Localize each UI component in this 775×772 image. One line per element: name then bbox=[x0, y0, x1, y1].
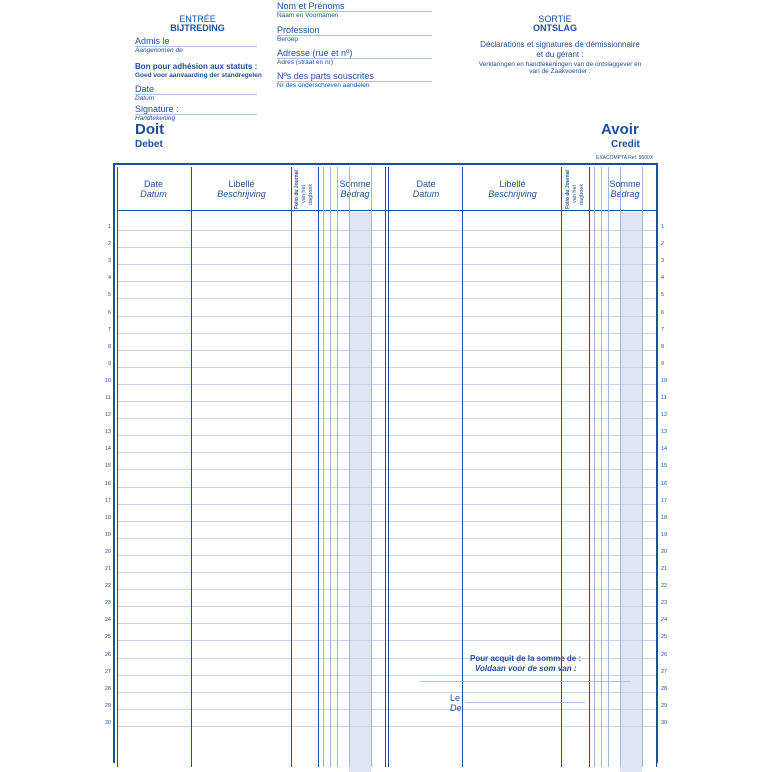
row-number-left: 10 bbox=[104, 377, 111, 384]
col-folio-debit-nl2: dagboek bbox=[308, 183, 314, 205]
col-somme-debit-nl: Bedrag bbox=[340, 189, 370, 199]
admis-label-nl: Aangenomen de bbox=[135, 47, 183, 54]
row-line bbox=[117, 726, 656, 727]
row-number-left: 25 bbox=[104, 634, 111, 641]
column-line bbox=[323, 167, 324, 767]
row-line bbox=[117, 350, 656, 351]
row-line bbox=[117, 640, 656, 641]
nom-label: Nom et Prénoms bbox=[277, 1, 345, 11]
adresse-label-nl: Adres (straat en nr) bbox=[277, 59, 333, 66]
col-folio-credit-nl2: dagboek bbox=[579, 183, 585, 205]
row-line bbox=[117, 401, 656, 402]
debit-shade bbox=[349, 212, 371, 772]
column-line bbox=[608, 167, 609, 767]
de-label: De bbox=[450, 703, 462, 713]
le-line[interactable] bbox=[465, 702, 585, 703]
row-number-left: 6 bbox=[107, 309, 111, 316]
col-libelle-credit-nl: Beschrijving bbox=[488, 189, 537, 199]
reference-label: EXACOMPTA Ref. 9500X bbox=[596, 155, 654, 161]
column-line bbox=[388, 167, 389, 767]
row-number-right: 10 bbox=[661, 377, 668, 384]
col-date-credit: Date bbox=[416, 179, 436, 189]
row-number-left: 28 bbox=[104, 685, 111, 692]
row-number-right: 30 bbox=[661, 719, 668, 726]
entree-title-nl: BIJTREDING bbox=[170, 23, 225, 33]
profession-label-nl: Beroep bbox=[277, 36, 298, 43]
bon-label: Bon pour adhésion aux statuts : bbox=[135, 62, 258, 71]
row-line bbox=[117, 264, 656, 265]
date-label: Date bbox=[135, 84, 155, 94]
adresse-label: Adresse (rue et nº) bbox=[277, 48, 353, 58]
row-number-left: 8 bbox=[107, 343, 111, 350]
col-folio-credit: Folio du Journal bbox=[565, 170, 571, 209]
col-somme-debit: Somme bbox=[339, 179, 371, 189]
row-line bbox=[117, 418, 656, 419]
row-line bbox=[117, 572, 656, 573]
column-line bbox=[462, 167, 463, 767]
row-number-left: 7 bbox=[107, 326, 111, 333]
row-number-right: 12 bbox=[661, 412, 668, 419]
row-number-right: 25 bbox=[661, 634, 668, 641]
row-number-left: 30 bbox=[104, 719, 111, 726]
row-number-left: 29 bbox=[104, 702, 111, 709]
column-line bbox=[589, 167, 590, 767]
row-number-right: 11 bbox=[661, 395, 667, 401]
row-line bbox=[117, 384, 656, 385]
profession-label: Profession bbox=[277, 25, 320, 35]
row-number-left: 2 bbox=[107, 241, 111, 248]
admis-label: Admis le bbox=[135, 36, 170, 46]
parts-label-nl: Nr des onderschreven aandelen bbox=[277, 82, 370, 89]
row-line bbox=[117, 521, 656, 522]
debet-title: Debet bbox=[135, 139, 163, 150]
credit-title: Credit bbox=[611, 139, 640, 150]
column-line bbox=[620, 167, 621, 767]
column-line bbox=[371, 167, 372, 767]
col-somme-credit-nl: Bedrag bbox=[610, 189, 640, 199]
doit-title: Doit bbox=[135, 121, 165, 138]
row-line bbox=[117, 504, 656, 505]
row-number-right: 6 bbox=[661, 309, 665, 316]
parts-label: Nºs des parts souscrites bbox=[277, 71, 374, 81]
row-line bbox=[117, 692, 656, 693]
row-line bbox=[117, 709, 656, 710]
declaration-label-2: et du gérant : bbox=[536, 50, 584, 59]
column-line bbox=[318, 167, 319, 767]
row-number-right: 1 bbox=[661, 224, 665, 230]
row-line bbox=[117, 555, 656, 556]
row-number-right: 19 bbox=[661, 531, 668, 538]
row-number-right: 13 bbox=[661, 429, 668, 436]
row-number-left: 23 bbox=[104, 600, 111, 607]
column-line bbox=[561, 167, 562, 767]
row-number-right: 8 bbox=[661, 343, 665, 350]
entree-title: ENTRÉE bbox=[179, 14, 216, 24]
row-line bbox=[117, 487, 656, 488]
col-folio-debit: Folio du Journal bbox=[294, 170, 300, 209]
col-folio-debit-nl1: van het bbox=[301, 184, 307, 203]
declaration-label-nl: Verklaringen en handtekeningen van de ontslaggever en bbox=[478, 61, 642, 68]
row-number-left: 24 bbox=[104, 617, 111, 624]
row-line bbox=[117, 247, 656, 248]
row-number-right: 18 bbox=[661, 514, 668, 521]
column-line bbox=[385, 167, 386, 767]
row-number-left: 21 bbox=[104, 566, 111, 572]
row-line bbox=[117, 230, 656, 231]
col-libelle-debit-nl: Beschrijving bbox=[217, 189, 266, 199]
avoir-title: Avoir bbox=[601, 121, 639, 138]
row-line bbox=[117, 675, 656, 676]
row-line bbox=[117, 333, 656, 334]
column-line bbox=[337, 167, 338, 767]
row-number-right: 4 bbox=[661, 275, 665, 282]
le-label: Le bbox=[450, 693, 461, 703]
row-line bbox=[117, 435, 656, 436]
row-line bbox=[117, 367, 656, 368]
ledger-table bbox=[113, 163, 658, 763]
row-number-left: 13 bbox=[104, 429, 111, 436]
row-number-right: 27 bbox=[661, 668, 668, 675]
row-line bbox=[117, 298, 656, 299]
row-number-right: 9 bbox=[661, 360, 665, 367]
date-label-nl: Datum bbox=[135, 95, 155, 102]
row-number-left: 14 bbox=[104, 446, 111, 453]
row-number-right: 22 bbox=[661, 583, 668, 590]
col-date-debit-nl: Datum bbox=[140, 189, 167, 199]
row-line bbox=[117, 589, 656, 590]
row-number-right: 26 bbox=[661, 651, 668, 658]
row-line bbox=[117, 538, 656, 539]
row-number-left: 4 bbox=[107, 275, 111, 282]
row-number-left: 27 bbox=[104, 668, 111, 675]
column-line bbox=[349, 167, 350, 767]
row-line bbox=[117, 469, 656, 470]
row-number-left: 15 bbox=[104, 463, 111, 470]
row-number-left: 26 bbox=[104, 651, 111, 658]
row-number-right: 17 bbox=[661, 497, 668, 504]
declaration-label-nl-2: van de Zaakvoerder : bbox=[529, 68, 591, 75]
profession-line[interactable] bbox=[277, 35, 432, 36]
row-number-right: 15 bbox=[661, 463, 668, 470]
row-number-left: 22 bbox=[104, 583, 111, 590]
row-number-right: 29 bbox=[661, 702, 668, 709]
row-number-right: 20 bbox=[661, 548, 668, 555]
credit-shade bbox=[620, 212, 642, 772]
row-number-right: 28 bbox=[661, 685, 668, 692]
row-line bbox=[117, 606, 656, 607]
row-number-left: 20 bbox=[104, 548, 111, 555]
column-line bbox=[291, 167, 292, 767]
bon-label-nl: Goed voor aanvaarding der standregelen bbox=[135, 72, 262, 79]
col-date-credit-nl: Datum bbox=[412, 189, 440, 199]
column-line bbox=[642, 167, 643, 767]
acquit-label-nl: Voldaan voor de som van : bbox=[475, 664, 577, 673]
row-number-left: 1 bbox=[107, 224, 111, 230]
row-number-left: 16 bbox=[104, 480, 111, 487]
row-number-left: 18 bbox=[104, 514, 111, 521]
row-number-left: 5 bbox=[107, 292, 111, 299]
acquit-label: Pour acquit de la somme de : bbox=[470, 654, 582, 663]
row-number-left: 3 bbox=[107, 258, 111, 265]
acquit-line[interactable] bbox=[420, 681, 630, 682]
col-date-debit: Date bbox=[143, 179, 163, 189]
row-number-right: 5 bbox=[661, 292, 665, 299]
column-line bbox=[656, 167, 657, 767]
signature-label: Signature : bbox=[135, 104, 179, 114]
row-number-right: 7 bbox=[661, 326, 665, 333]
row-number-left: 9 bbox=[107, 360, 111, 367]
row-number-right: 2 bbox=[661, 241, 665, 248]
row-line bbox=[117, 281, 656, 282]
row-line bbox=[117, 452, 656, 453]
column-line bbox=[601, 167, 602, 767]
row-number-right: 23 bbox=[661, 600, 668, 607]
column-line bbox=[330, 167, 331, 767]
nom-label-nl: Naam en Voornamen bbox=[277, 12, 339, 19]
row-line bbox=[117, 316, 656, 317]
col-folio-credit-nl1: van het bbox=[572, 184, 578, 203]
row-number-left: 17 bbox=[104, 497, 111, 504]
row-number-right: 16 bbox=[661, 480, 668, 487]
column-line bbox=[117, 167, 118, 767]
row-number-left: 11 bbox=[105, 395, 111, 401]
row-number-left: 19 bbox=[104, 531, 111, 538]
sortie-title: SORTIE bbox=[538, 14, 572, 24]
row-number-left: 12 bbox=[104, 412, 111, 419]
row-number-right: 24 bbox=[661, 617, 668, 624]
col-somme-credit: Somme bbox=[609, 179, 641, 189]
signature-label-nl: Handtekening bbox=[135, 115, 176, 122]
row-number-right: 21 bbox=[661, 566, 668, 572]
col-libelle-credit: Libellé bbox=[499, 179, 526, 189]
declaration-label: Déclarations et signatures de démissionnaire bbox=[480, 40, 640, 49]
row-number-right: 3 bbox=[661, 258, 665, 265]
row-line bbox=[117, 623, 656, 624]
sortie-title-nl: ONTSLAG bbox=[533, 23, 577, 33]
col-libelle-debit: Libellé bbox=[228, 179, 255, 189]
row-number-right: 14 bbox=[661, 446, 668, 453]
header-rule bbox=[117, 210, 656, 211]
column-line bbox=[594, 167, 595, 767]
column-line bbox=[191, 167, 192, 767]
